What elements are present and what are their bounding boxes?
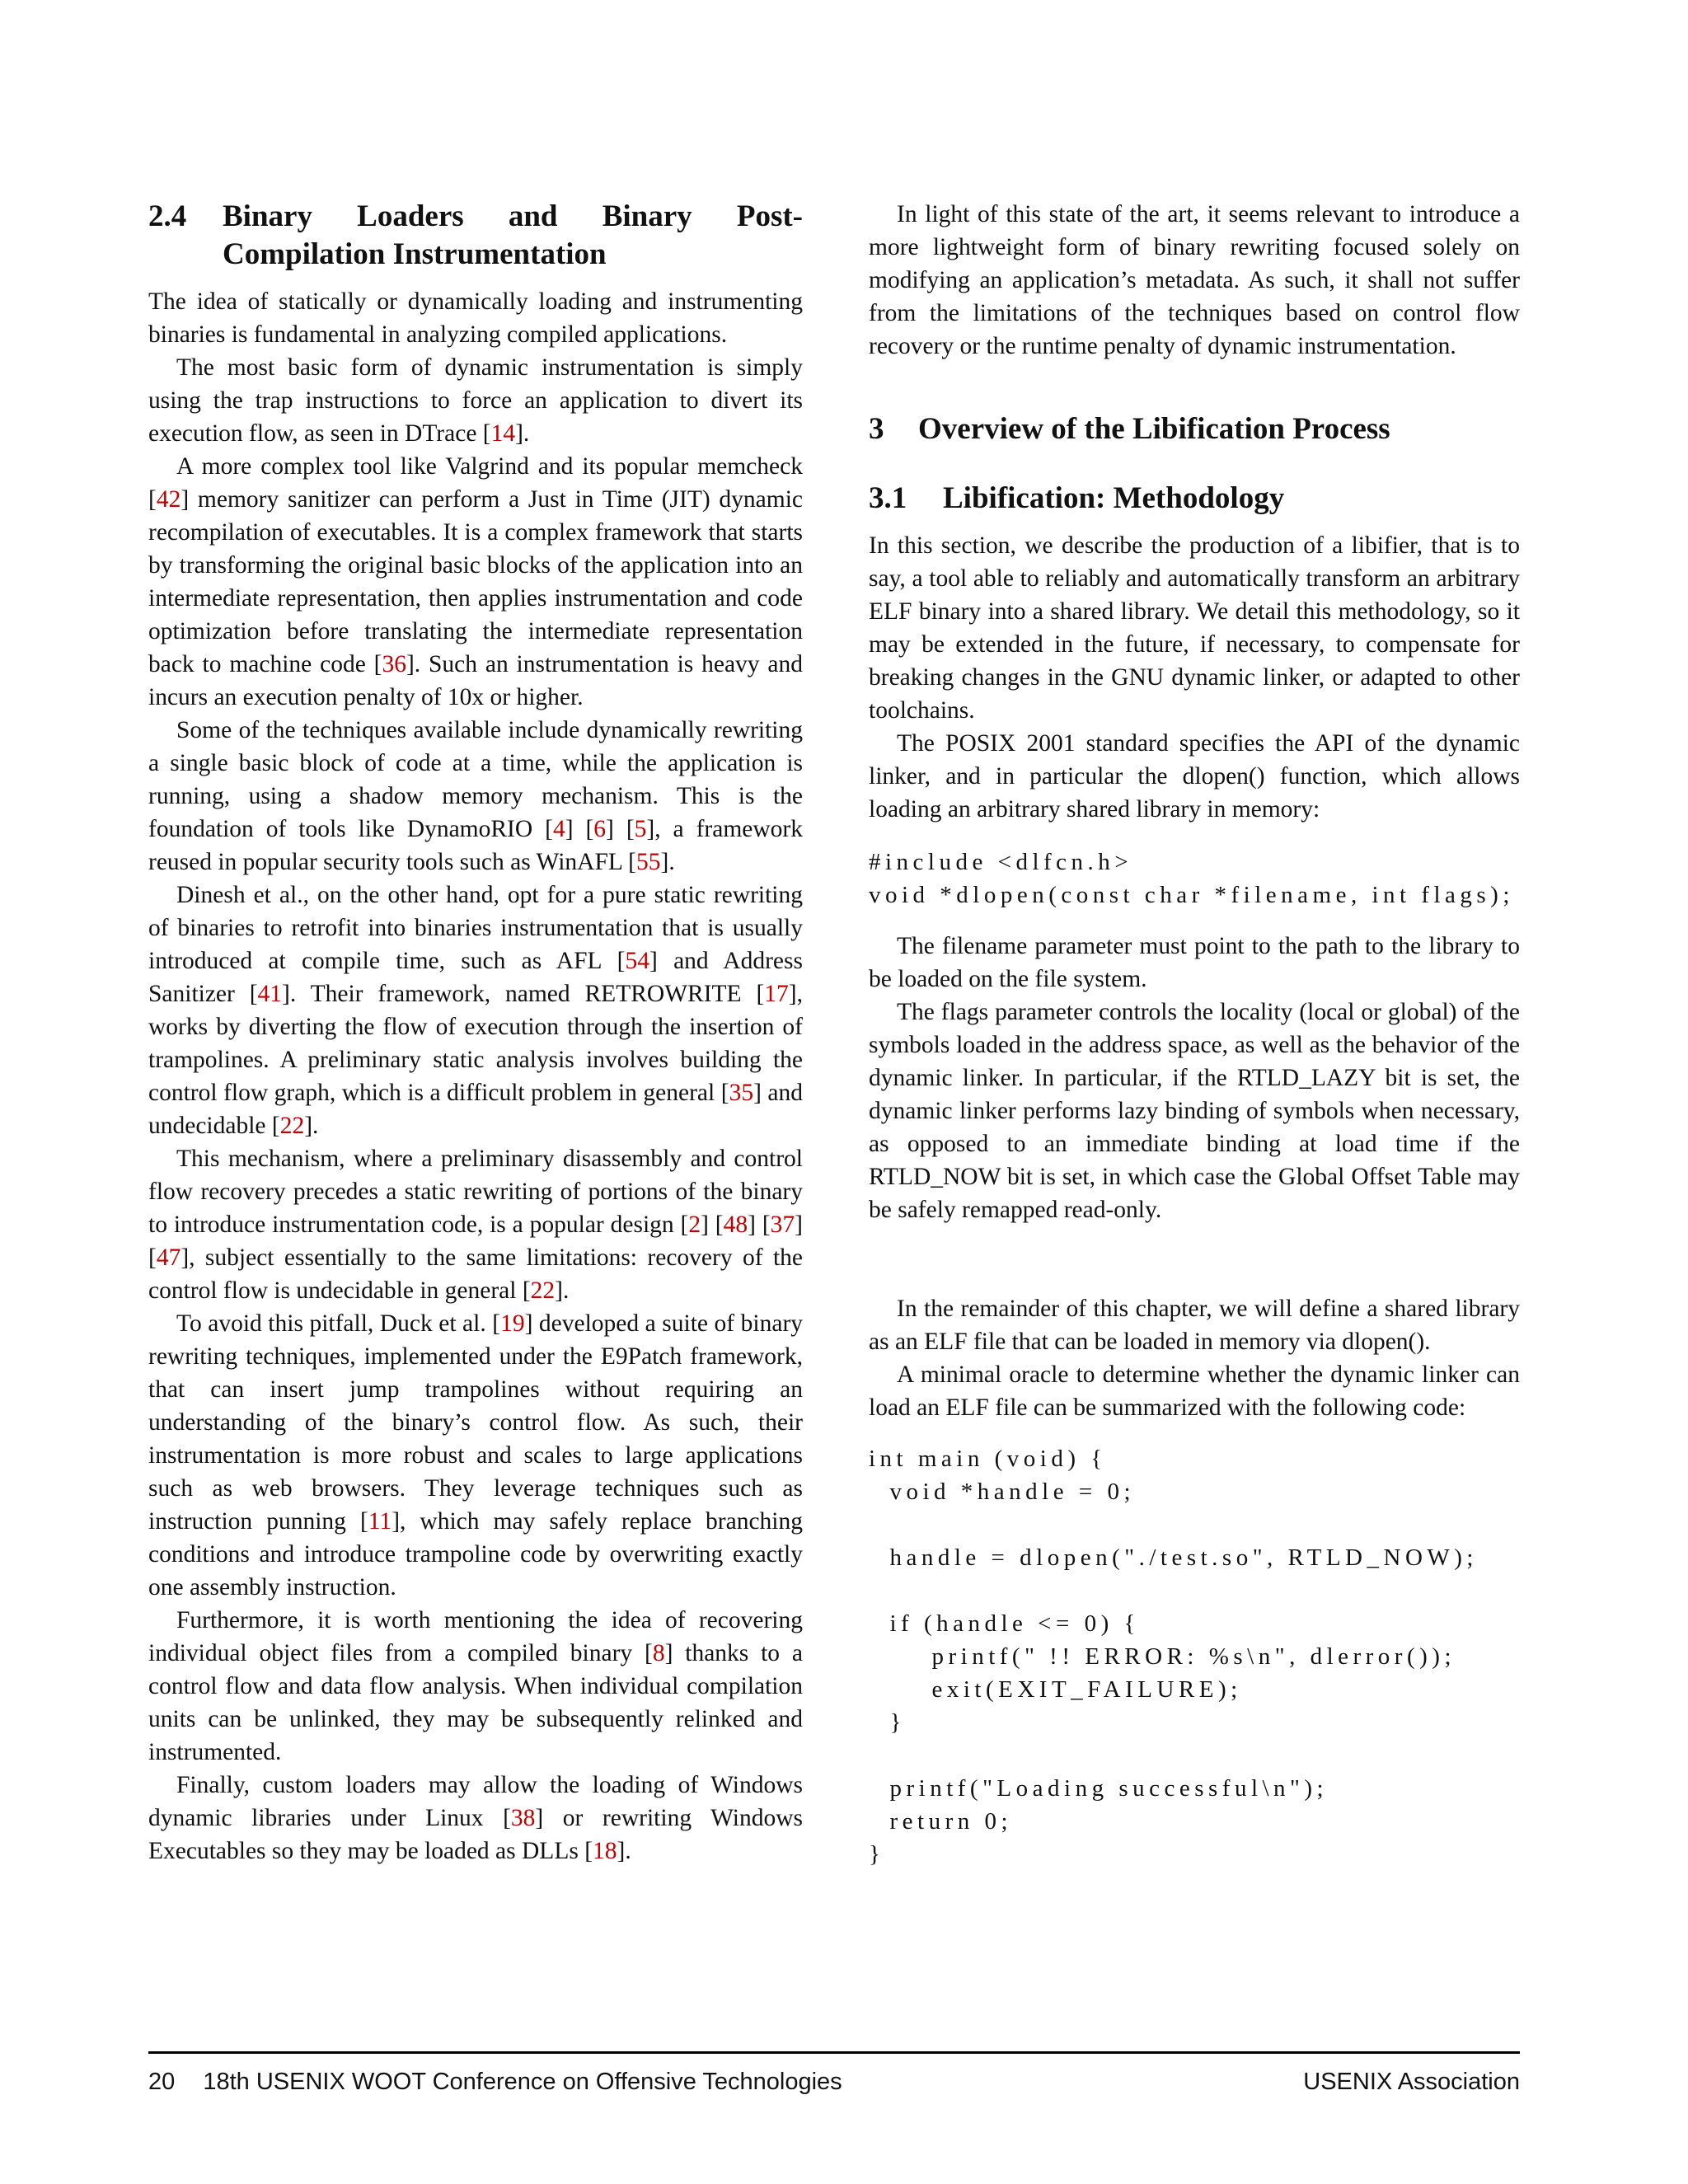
subsection-number: 3.1 xyxy=(869,481,907,515)
paragraph-text: The idea of statically or dynamically loading and instrumenting binaries is fundamental in analyzing compiled applications. xyxy=(148,288,803,348)
paragraph-text: ] developed a suite of binary rewriting techniques, implemented under the E9Patch framework, that can insert jump trampolines without requiring an understanding of the binary’s control flow. As such, their instrumentation is more robust and scales to large applications such as web browsers. They leverage techniques such as instruction punning [ xyxy=(148,1310,804,1535)
citation-link[interactable]: 47 xyxy=(156,1244,181,1271)
paragraph-text: ], works by diverting the flow of execution through the insertion of trampolines. A preliminary static analysis involves building the control flow graph, which is a difficult problem in general [ xyxy=(148,981,803,1106)
paragraph-text: ] [ xyxy=(565,816,594,842)
paragraph xyxy=(148,450,803,714)
paragraph xyxy=(869,930,1520,996)
paragraph-text: ] and undecidable [ xyxy=(148,1080,803,1139)
paragraph-text: The most basic form of dynamic instrumentation is simply using the trap instructions to force an application to divert its execution flow, as seen in DTrace [ xyxy=(148,354,803,447)
paragraph-text: ] and Address Sanitizer [ xyxy=(148,948,803,1007)
citation-link[interactable]: 22 xyxy=(530,1277,556,1304)
footer-right xyxy=(1303,2067,1520,2097)
paragraph-text: ] [ xyxy=(606,816,635,842)
citation-link[interactable]: 42 xyxy=(156,486,181,513)
citation-link[interactable]: 22 xyxy=(279,1113,305,1139)
paragraph-text: ]. xyxy=(660,849,675,875)
citation-link[interactable]: 37 xyxy=(770,1212,795,1238)
paragraph-text: A more complex tool like Valgrind and its popular memcheck [ xyxy=(148,453,803,513)
citation-link[interactable]: 5 xyxy=(634,816,647,842)
citation-link[interactable]: 38 xyxy=(510,1805,536,1831)
paragraph-text: ] or rewriting Windows Executables so they may be loaded as DLLs [ xyxy=(148,1805,803,1864)
paragraph-text: This mechanism, where a preliminary disassembly and control flow recovery precedes a static rewriting of portions of the binary to introduce instrumentation code, is a popular design [ xyxy=(148,1146,803,1238)
citation-link[interactable]: 11 xyxy=(368,1508,392,1535)
citation-link[interactable]: 2 xyxy=(688,1212,701,1238)
citation-link[interactable]: 14 xyxy=(490,420,516,447)
subsection-title: Libification: Methodology xyxy=(943,481,1285,515)
venue-name: 18th USENIX WOOT Conference on Offensive Technologies xyxy=(203,2069,842,2095)
intro-body xyxy=(869,198,1520,363)
paragraph-text: ]. xyxy=(515,420,530,447)
paragraph-text: ] [ xyxy=(701,1212,724,1238)
section-2-4-body xyxy=(148,285,803,1868)
paragraph xyxy=(869,996,1520,1226)
paragraph-text: Finally, custom loaders may allow the loading of Windows dynamic libraries under Linux [ xyxy=(148,1772,803,1831)
citation-link[interactable]: 4 xyxy=(552,816,565,842)
paragraph-text: In this section, we describe the production of a libifier, that is to say, a tool able to reliably and automatically transform an arbitrary ELF binary into a shared library. We detail this methodology, so it may be extended in the future, if necessary, to compensate for breaking changes in the GNU dynamic linker, or adapted to other toolchains. xyxy=(869,532,1520,724)
section-number: 2.4 xyxy=(148,199,187,233)
section-3-1-body-a xyxy=(869,529,1520,826)
paragraph xyxy=(148,285,803,351)
citation-link[interactable]: 48 xyxy=(723,1212,748,1238)
paragraph-text: ], which may safely replace branching conditions and introduce trampoline code by overwriting exactly one assembly instruction. xyxy=(148,1508,803,1601)
paragraph xyxy=(148,351,803,450)
paragraph xyxy=(869,529,1520,727)
citation-link[interactable]: 36 xyxy=(382,651,406,677)
paragraph-text: ]. xyxy=(304,1113,319,1139)
paragraph xyxy=(148,879,803,1142)
paragraph xyxy=(869,1358,1520,1424)
paragraph xyxy=(148,1142,803,1307)
section-heading-3 xyxy=(869,410,1520,448)
section-heading-2-4 xyxy=(148,198,803,274)
publisher-name: USENIX Association xyxy=(1303,2069,1520,2095)
paragraph-text: ], subject essentially to the same limitations: recovery of the control flow is undecidable in general [ xyxy=(148,1244,803,1304)
paragraph-text: ] [ xyxy=(748,1212,771,1238)
section-3-1-body-b xyxy=(869,930,1520,1226)
section-title: Binary Loaders and Binary Post-Compilation Instrumentation xyxy=(223,199,803,271)
section-title: Overview of the Libification Process xyxy=(918,412,1390,446)
paragraph-text: ]. Such an instrumentation is heavy and incurs an execution penalty of 10x or higher. xyxy=(148,651,803,710)
footer-rule xyxy=(148,2051,1520,2054)
paragraph-text: In light of this state of the art, it seems relevant to introduce a more lightweight form of binary rewriting focused solely on modifying an application’s metadata. As such, it shall not suffer from the limitations of the techniques based on control flow recovery or the runtime penalty of dynamic instrumentation. xyxy=(869,201,1520,359)
paragraph xyxy=(148,1769,803,1868)
paragraph xyxy=(869,727,1520,826)
paragraph-text: The flags parameter controls the locality (local or global) of the symbols loaded in the address space, as well as the behavior of the dynamic linker. In particular, if the RTLD_LAZY bit is set, the dynamic linker performs lazy binding of symbols when necessary, as opposed to an immediate binding at load time if the RTLD_NOW bit is set, in which case the Global Offset Table may be safely remapped read-only. xyxy=(869,999,1520,1223)
citation-link[interactable]: 6 xyxy=(593,816,607,842)
paragraph-text: ] [ xyxy=(148,1212,803,1271)
section-3-1-body-c xyxy=(869,1292,1520,1424)
paragraph-text: The POSIX 2001 standard specifies the API of the dynamic linker, and in particular the dlopen() function, which allows loading an arbitrary shared library in memory: xyxy=(869,730,1520,823)
citation-link[interactable]: 54 xyxy=(625,948,650,974)
citation-link[interactable]: 41 xyxy=(257,981,283,1007)
paragraph xyxy=(148,714,803,879)
footer-left xyxy=(148,2067,842,2097)
right-column xyxy=(869,198,1520,1871)
code-block-dlopen-signature: #include <dlfcn.h> void *dlopen(const char *filename, int flags); xyxy=(869,849,1514,908)
paragraph xyxy=(869,1292,1520,1358)
paragraph-text: ], a framework reused in popular security tools such as WinAFL [ xyxy=(148,816,803,875)
paragraph xyxy=(869,198,1520,363)
paragraph-text: In the remainder of this chapter, we will define a shared library as an ELF file that can be loaded in memory via dlopen(). xyxy=(869,1296,1520,1355)
subsection-heading-3-1 xyxy=(869,480,1520,518)
paragraph-text: ] memory sanitizer can perform a Just in Time (JIT) dynamic recompilation of executables. It is a complex framework that starts by transforming the original basic blocks of the application into an intermediate representation, then applies instrumentation and code optimization before translating the intermediate representation back to machine code [ xyxy=(148,486,803,677)
citation-link[interactable]: 35 xyxy=(729,1080,754,1106)
paragraph xyxy=(148,1307,803,1604)
citation-link[interactable]: 17 xyxy=(764,981,789,1007)
paragraph-text: ]. xyxy=(617,1838,631,1864)
paragraph-text: Furthermore, it is worth mentioning the idea of recovering individual object files from a compiled binary [ xyxy=(148,1607,803,1666)
paragraph-text: To avoid this pitfall, Duck et al. [ xyxy=(176,1310,501,1337)
page-number: 20 xyxy=(148,2069,176,2095)
paragraph-text: Dinesh et al., on the other hand, opt for a pure static rewriting of binaries to retrofit into binaries instrumentation that is usually introduced at compile time, such as AFL [ xyxy=(148,882,803,974)
paragraph xyxy=(148,1604,803,1769)
paragraph-text: ] thanks to a control flow and data flow analysis. When individual compilation units can be unlinked, they may be subsequently relinked and instrumented. xyxy=(148,1640,803,1765)
left-column xyxy=(148,198,803,1868)
citation-link[interactable]: 18 xyxy=(593,1838,617,1864)
paragraph-text: ]. Their framework, named RETROWRITE [ xyxy=(282,981,765,1007)
citation-link[interactable]: 19 xyxy=(500,1310,525,1337)
paragraph-text: The filename parameter must point to the path to the library to be loaded on the file system. xyxy=(869,933,1520,992)
citation-link[interactable]: 8 xyxy=(652,1640,665,1666)
section-number: 3 xyxy=(869,412,884,446)
paragraph-text: A minimal oracle to determine whether the dynamic linker can load an ELF file can be summarized with the following code: xyxy=(869,1361,1520,1421)
paragraph-text: Some of the techniques available include dynamically rewriting a single basic block of code at a time, while the application is running, using a shadow memory mechanism. This is the foundation of tools like DynamoRIO [ xyxy=(148,717,803,842)
citation-link[interactable]: 55 xyxy=(636,849,661,875)
paragraph-text: ]. xyxy=(555,1277,570,1304)
code-block-oracle: int main (void) { void *handle = 0; handle = dlopen("./test.so", RTLD_NOW); if (handle <= 0) { printf(" !! ERROR: %s\n", dlerror()); exit(EXIT_FAILURE); } printf("Loading successful\n"); return 0; } xyxy=(869,1446,1478,1868)
